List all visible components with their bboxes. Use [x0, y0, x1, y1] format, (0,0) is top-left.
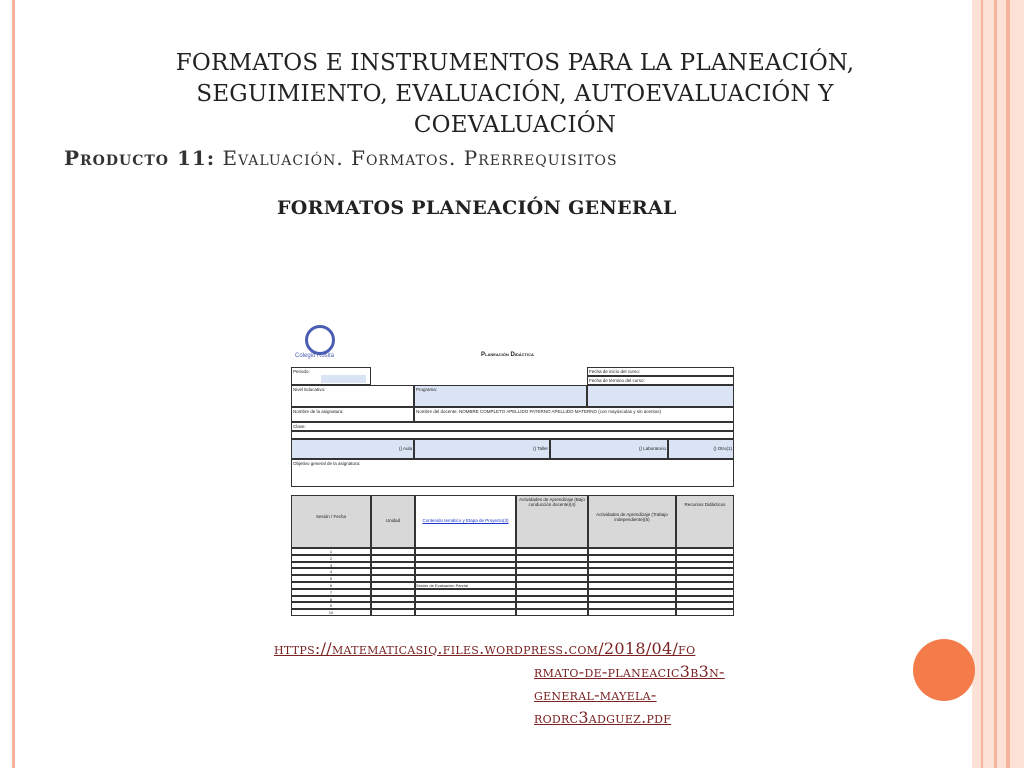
- otro-option: [668, 439, 734, 459]
- table-cell: [516, 575, 588, 582]
- table-cell: [676, 568, 734, 575]
- table-cell: [371, 596, 415, 603]
- periodo-value: [321, 375, 366, 383]
- spacer-row: [291, 431, 734, 439]
- logo-text: Colegio Rosita: [295, 353, 335, 359]
- taller-label: () Taller: [533, 446, 548, 451]
- taller-option: [414, 439, 550, 459]
- table-cell: [516, 568, 588, 575]
- periodo-label: Periodo:: [293, 369, 310, 374]
- table-cell: [415, 568, 516, 575]
- subtitle-bold: Producto 11:: [64, 146, 216, 170]
- link-line-3: general-mayela-: [534, 685, 657, 704]
- table-cell: 3: [291, 562, 371, 569]
- aula-option: [291, 439, 414, 459]
- table-cell: [516, 602, 588, 609]
- nivel-label: Nivel Educativo:: [293, 387, 326, 392]
- table-cell: [588, 589, 676, 596]
- slide-subtitle: [64, 146, 618, 170]
- table-cell: [588, 582, 676, 589]
- table-cell: [676, 548, 734, 555]
- table-cell: [676, 575, 734, 582]
- table-cell: [676, 602, 734, 609]
- table-cell: [676, 589, 734, 596]
- th-contenido: [415, 495, 516, 548]
- table-cell: [588, 568, 676, 575]
- table-cell: [588, 555, 676, 562]
- link-line-4: rodrc3adguez.pdf: [534, 708, 672, 727]
- th-act-docente: [516, 495, 588, 548]
- th-act-indep: [588, 495, 676, 548]
- table-cell: 1: [291, 548, 371, 555]
- table-cell: [588, 548, 676, 555]
- table-cell: [415, 575, 516, 582]
- source-link[interactable]: [274, 637, 725, 729]
- fecha-termino-field: [587, 376, 734, 385]
- table-cell: [415, 562, 516, 569]
- table-cell: 8: [291, 596, 371, 603]
- table-cell: [588, 602, 676, 609]
- section-heading: FORMATOS PLANEACIÓN GENERAL: [277, 197, 677, 219]
- fecha-termino-label: Fecha de término del curso:: [589, 378, 645, 383]
- table-cell: [415, 596, 516, 603]
- right-frame-stripes: [972, 0, 1024, 768]
- docente-label: Nombre del docente: NOMBRE COMPLETO APELLIDO PATERNO APELLIDO MATERNO (con mayúsculas y sin acentos): [416, 409, 661, 414]
- table-cell: [371, 589, 415, 596]
- table-cell: [415, 602, 516, 609]
- table-cell: [371, 602, 415, 609]
- table-cell: [676, 582, 734, 589]
- table-cell: [588, 575, 676, 582]
- decorative-orange-circle: [913, 639, 975, 701]
- asignatura-label: Nombre de la asignatura:: [293, 409, 344, 414]
- objetivo-field: [291, 459, 734, 487]
- th-recursos-label: Recursos Didácticos: [684, 502, 726, 507]
- college-logo-icon: [305, 325, 335, 355]
- table-cell: [516, 548, 588, 555]
- table-cell: [676, 609, 734, 616]
- table-cell: [371, 555, 415, 562]
- table-cell: [516, 609, 588, 616]
- left-frame-stripe: [12, 0, 15, 768]
- otro-label: () Otro(1): [713, 446, 732, 451]
- table-cell: [588, 562, 676, 569]
- programa-label: Programa:: [416, 387, 438, 392]
- programa-extra: [587, 385, 734, 407]
- table-cell: [676, 596, 734, 603]
- planeacion-document-image: [291, 325, 734, 617]
- nivel-field: [291, 385, 414, 407]
- th-act-indep-label: Actividades de Aprendizaje (Trabajo independiente)(5): [596, 512, 668, 522]
- th-contenido-label: Contenido temático y Etapa de Proyecto(3): [422, 518, 509, 523]
- table-cell: 7: [291, 589, 371, 596]
- table-cell: [415, 589, 516, 596]
- laboratorio-label: () Laboratorio: [638, 446, 666, 451]
- th-unidad: [371, 495, 415, 548]
- table-cell: 2: [291, 555, 371, 562]
- table-cell: 4: [291, 568, 371, 575]
- table-cell: Sesión de Evaluación Parcial: [415, 582, 516, 589]
- laboratorio-option: [550, 439, 668, 459]
- table-cell: [415, 548, 516, 555]
- table-cell: [516, 589, 588, 596]
- link-line-2: rmato-de-planeacic3b3n-: [534, 662, 725, 681]
- table-cell: [516, 582, 588, 589]
- th-unidad-label: Unidad: [385, 518, 401, 523]
- table-cell: [371, 548, 415, 555]
- table-cell: [371, 575, 415, 582]
- th-act-docente-label: Actividades de Aprendizaje (Bajo conducción docente)(4): [519, 497, 585, 507]
- slide-title: FORMATOS E INSTRUMENTOS PARA LA PLANEACIÓN, SEGUIMIENTO, EVALUACIÓN, AUTOEVALUACIÓN Y COEVALUACIÓN: [175, 50, 855, 138]
- table-cell: 9: [291, 602, 371, 609]
- table-cell: [588, 609, 676, 616]
- table-cell: 6: [291, 582, 371, 589]
- table-cell: [516, 596, 588, 603]
- table-cell: [676, 555, 734, 562]
- asignatura-field: [291, 407, 414, 422]
- objetivo-label: Objetivo general de la asignatura:: [293, 461, 361, 466]
- clave-field: [291, 422, 734, 431]
- table-cell: [415, 609, 516, 616]
- link-line-1: https://matematicasiq.files.wordpress.com/2018/04/fo: [274, 639, 696, 658]
- th-recursos: [676, 495, 734, 548]
- th-sesion: [291, 495, 371, 548]
- docente-field: [414, 407, 734, 422]
- table-cell: [516, 562, 588, 569]
- table-cell: [415, 555, 516, 562]
- document-title: Planeación Didáctica: [481, 352, 534, 358]
- table-cell: 10: [291, 609, 371, 616]
- table-cell: [371, 568, 415, 575]
- fecha-inicio-field: [587, 367, 734, 376]
- table-cell: [371, 609, 415, 616]
- table-cell: [516, 555, 588, 562]
- clave-label: Clave:: [293, 424, 306, 429]
- table-cell: [371, 562, 415, 569]
- stripe: [981, 0, 983, 768]
- aula-label: () Aula: [398, 446, 412, 451]
- table-cell: [588, 596, 676, 603]
- stripe: [994, 0, 997, 768]
- table-cell: [371, 582, 415, 589]
- fecha-inicio-label: Fecha de inicio del curso:: [589, 369, 641, 374]
- stripe: [1006, 0, 1010, 768]
- subtitle-rest: Evaluación. Formatos. Prerrequisitos: [215, 146, 618, 170]
- table-cell: 5: [291, 575, 371, 582]
- table-cell: [676, 562, 734, 569]
- programa-field: [414, 385, 587, 407]
- th-sesion-label: Sesión / Fecha: [315, 514, 347, 519]
